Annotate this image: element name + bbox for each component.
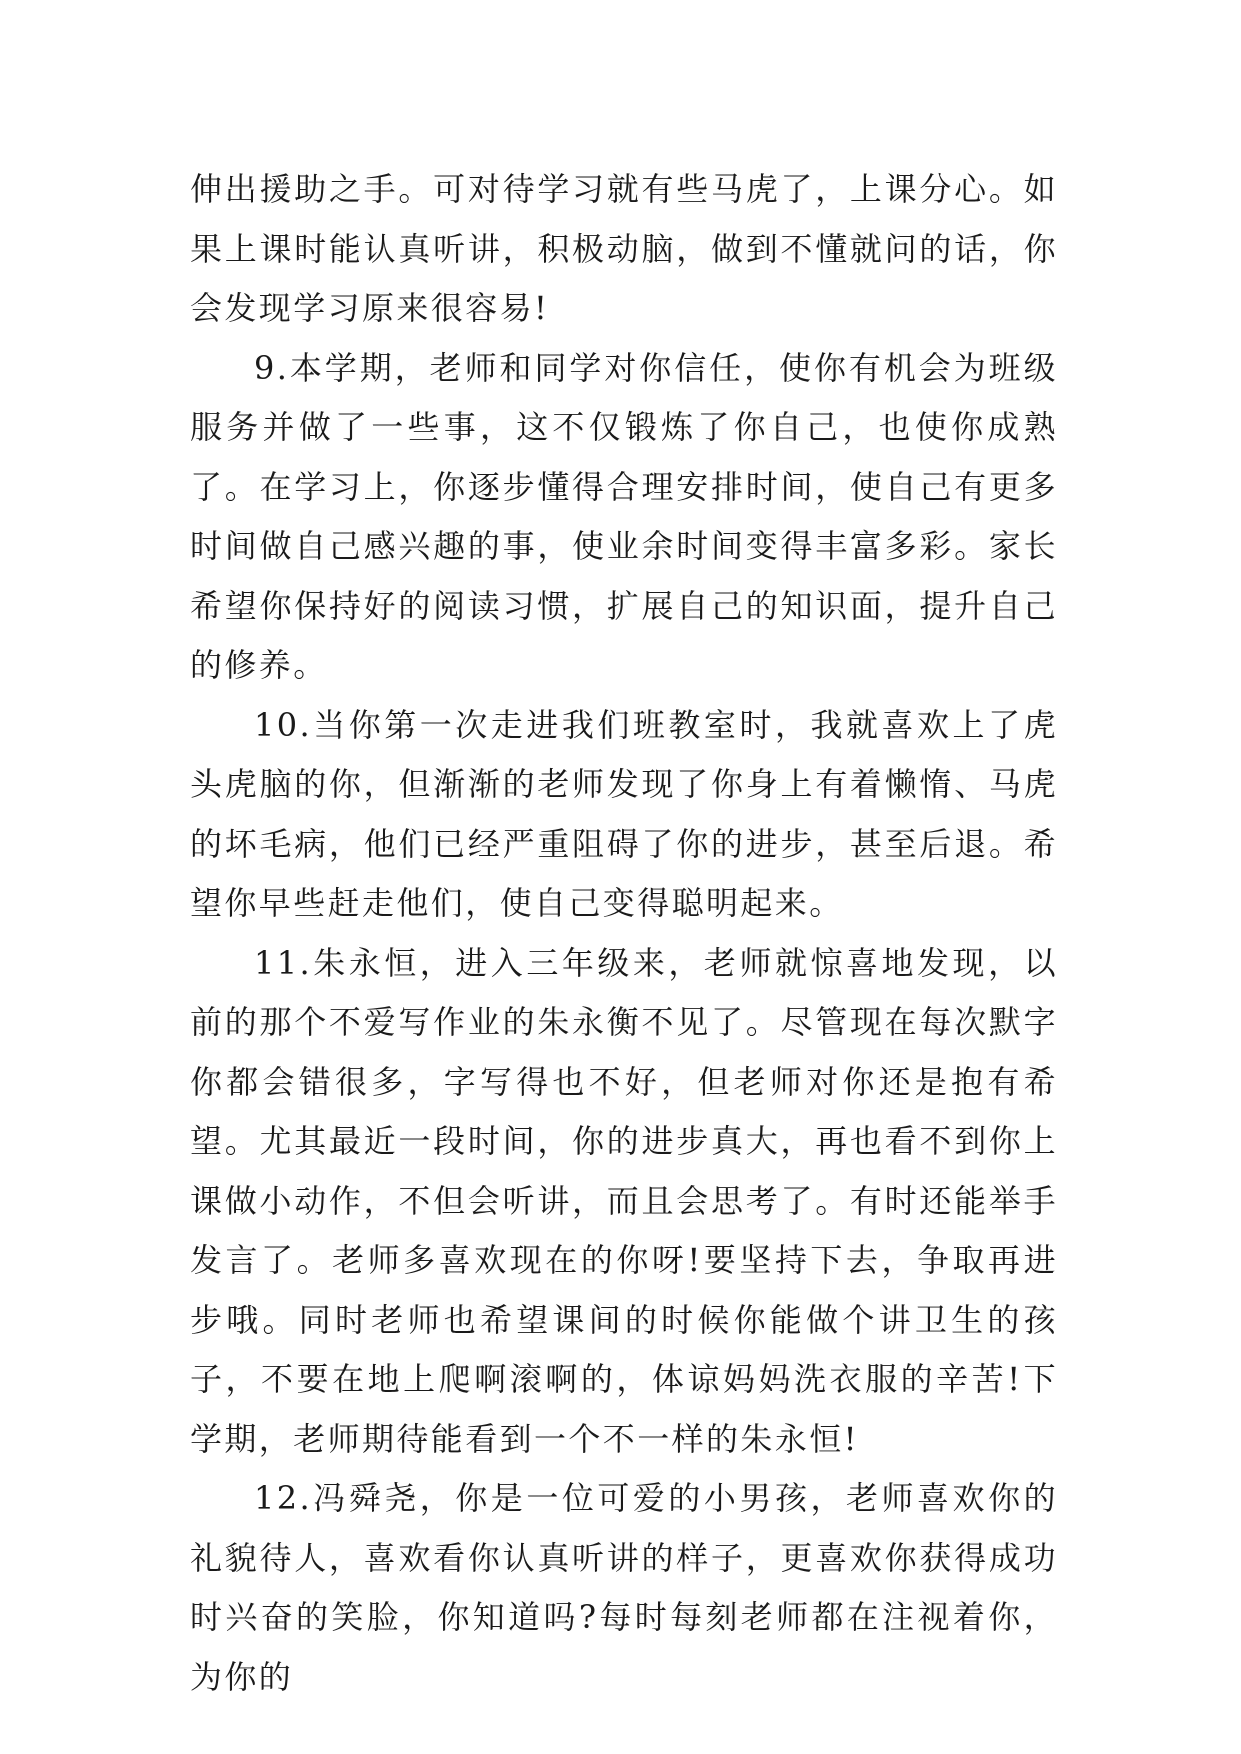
paragraph-comment-12: 12.冯舜尧，你是一位可爱的小男孩，老师喜欢你的礼貌待人，喜欢看你认真听讲的样子，更喜欢你获得成功时兴奋的笑脸，你知道吗?每时每刻老师都在注视着你，为你的 (190, 1479, 1058, 1696)
paragraph-comment-11: 11.朱永恒，进入三年级来，老师就惊喜地发现，以前的那个不爱写作业的朱永衡不见了。尽管现在每次默字你都会错很多，字写得也不好，但老师对你还是抱有希望。尤其最近一段时间，你的进步真大，再也看不到你上课做小动作，不但会听讲，而且会思考了。有时还能举手发言了。老师多喜欢现在的你呀!要坚持下去，争取再进步哦。同时老师也希望课间的时候你能做个讲卫生的孩子，不要在地上爬啊滚啊的，体谅妈妈洗衣服的辛苦!下学期，老师期待能看到一个不一样的朱永恒! (190, 943, 1058, 1458)
paragraph-comment-9: 9.本学期，老师和同学对你信任，使你有机会为班级服务并做了一些事，这不仅锻炼了你自己，也使你成熟了。在学习上，你逐步懂得合理安排时间，使自己有更多时间做自己感兴趣的事，使业余时间变得丰富多彩。家长希望你保持好的阅读习惯，扩展自己的知识面，提升自己的修养。 (190, 348, 1058, 684)
paragraph-continuation: 伸出援助之手。可对待学习就有些马虎了，上课分心。如果上课时能认真听讲，积极动脑，做到不懂就问的话，你会发现学习原来很容易! (190, 170, 1058, 327)
paragraph-comment-10: 10.当你第一次走进我们班教室时，我就喜欢上了虎头虎脑的你，但渐渐的老师发现了你身上有着懒惰、马虎的坏毛病，他们已经严重阻碍了你的进步，甚至后退。希望你早些赶走他们，使自己变得聪明起来。 (190, 705, 1058, 922)
document-body (190, 160, 1058, 1707)
